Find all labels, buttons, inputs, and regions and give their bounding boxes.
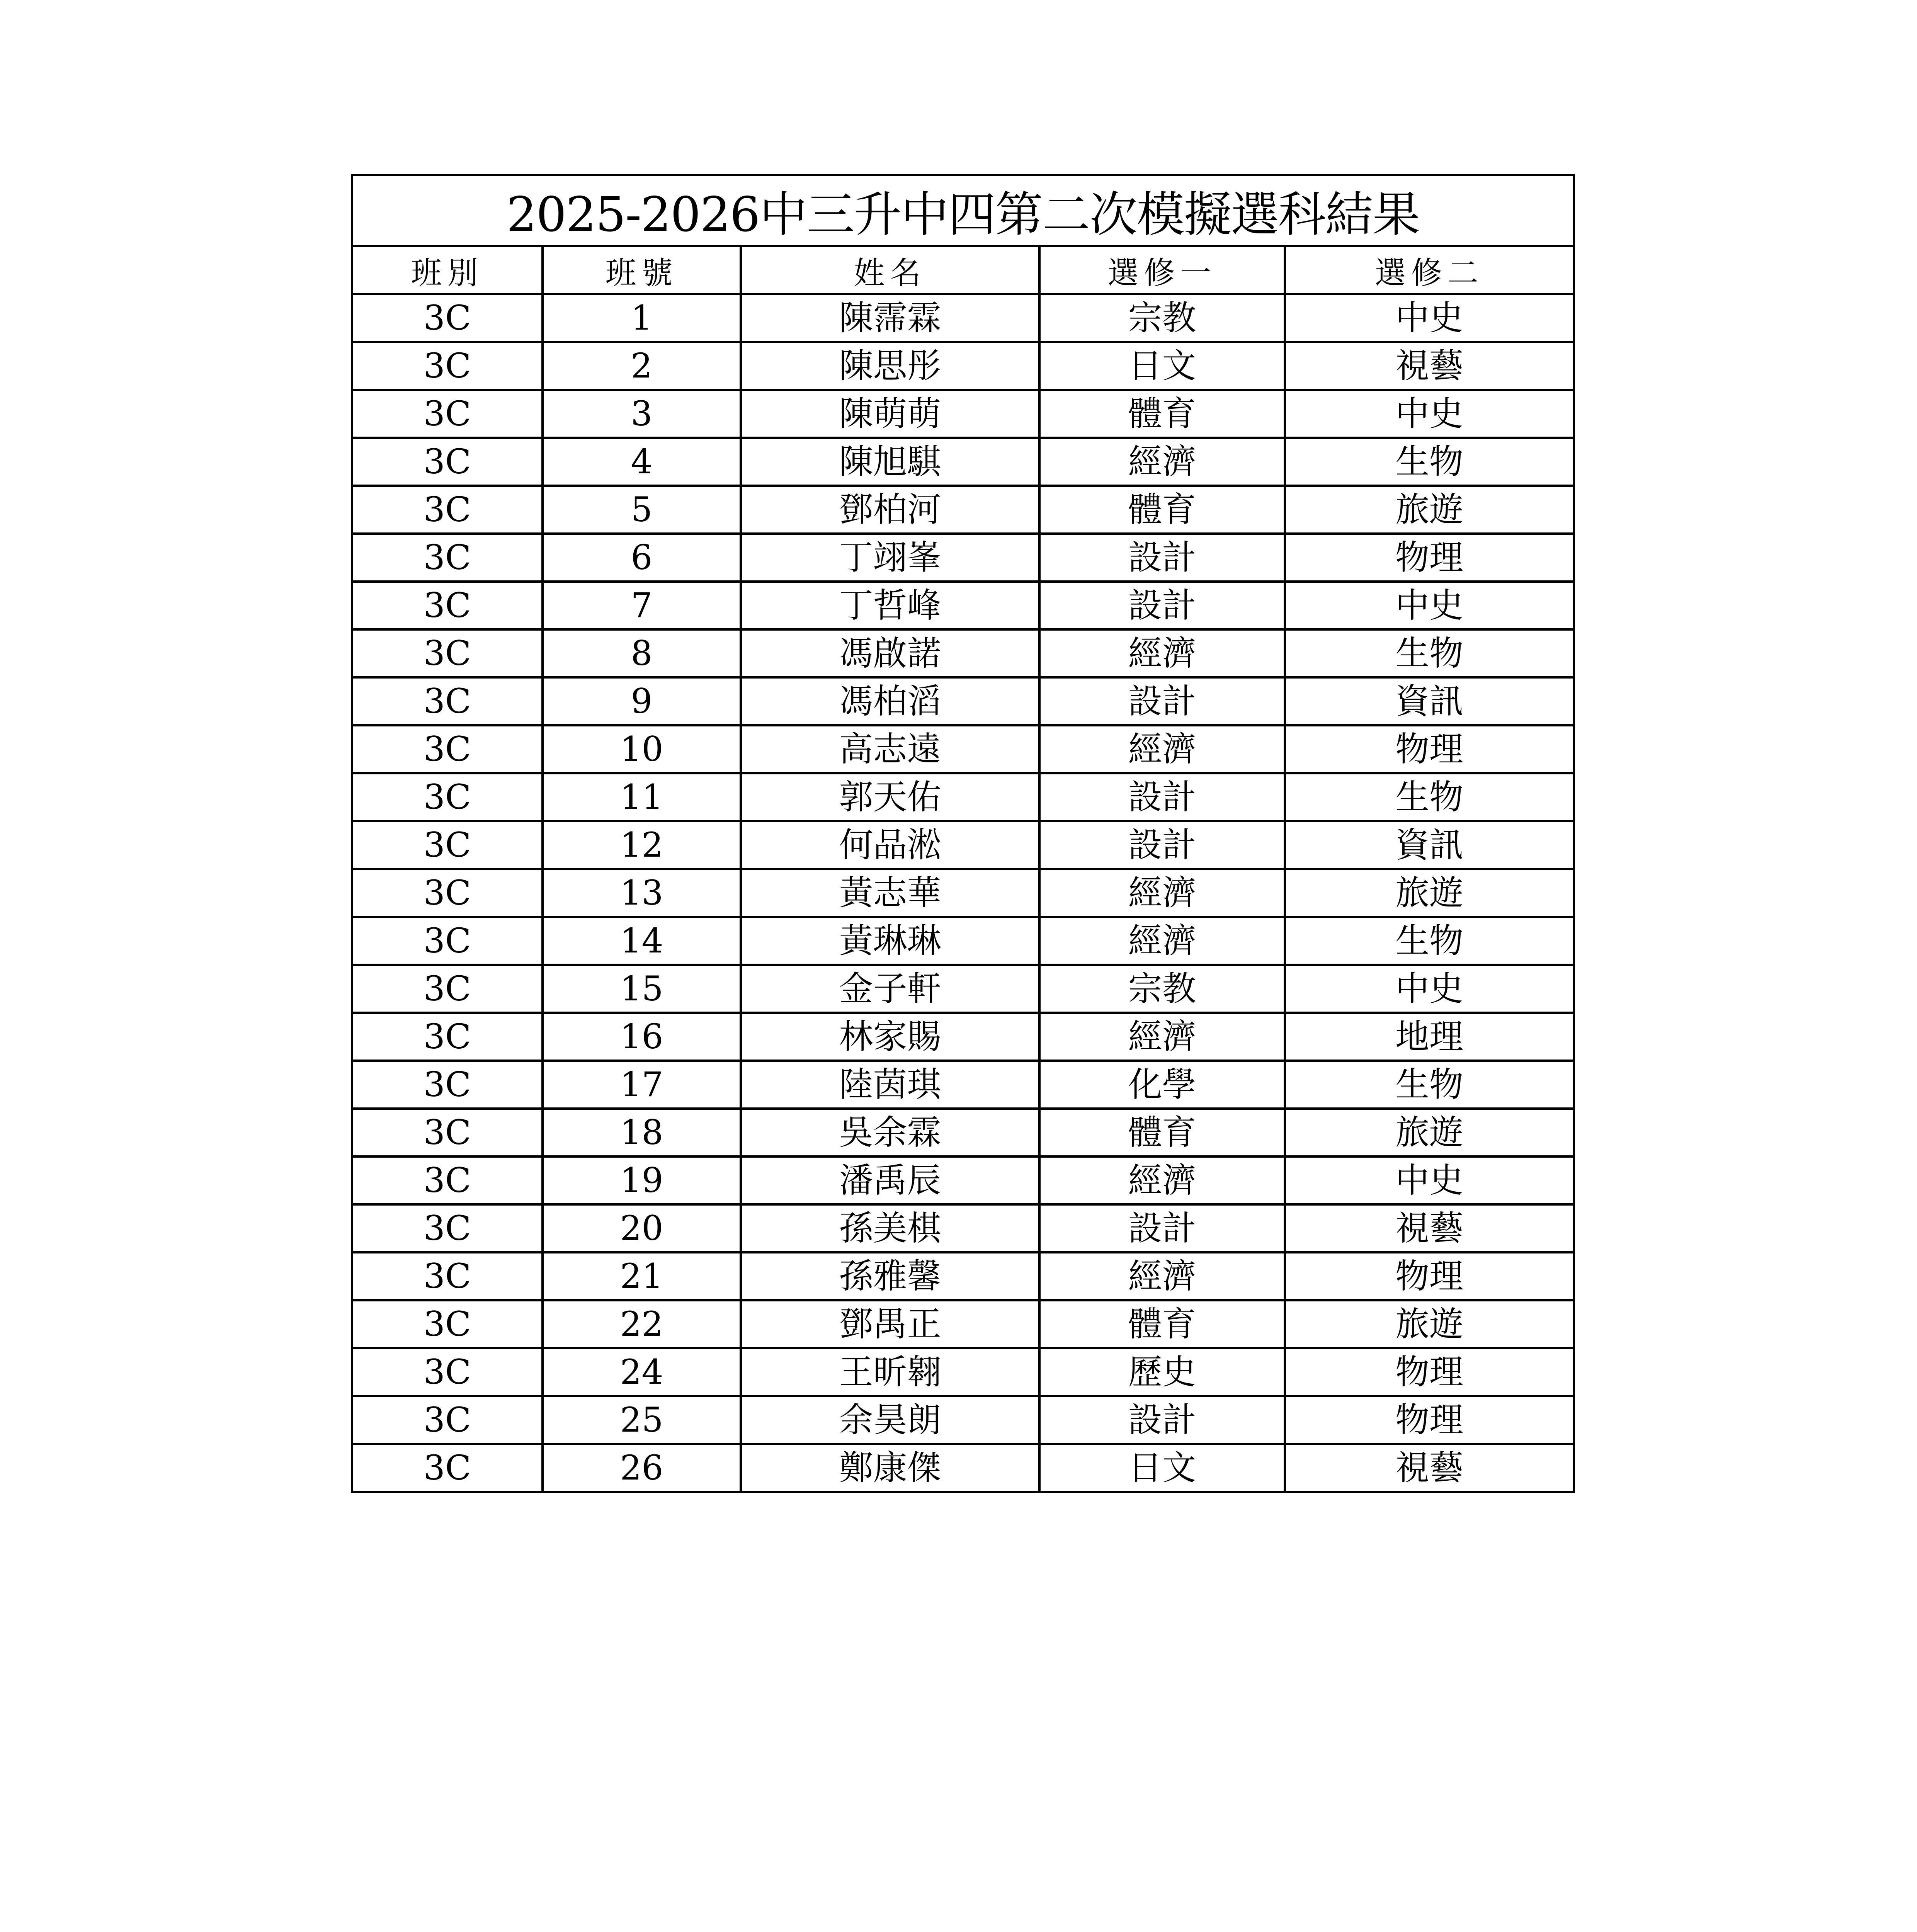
cell-name: 鄧禺正 xyxy=(741,1300,1039,1348)
table-row xyxy=(352,1444,1574,1492)
cell-elective-2: 視藝 xyxy=(1285,342,1574,390)
cell-elective-1: 經濟 xyxy=(1039,869,1285,917)
cell-class: 3C xyxy=(352,1444,543,1492)
cell-elective-2: 中史 xyxy=(1285,1156,1574,1204)
cell-class-number: 4 xyxy=(543,438,741,486)
cell-class: 3C xyxy=(352,1061,543,1109)
cell-class-number: 2 xyxy=(543,342,741,390)
cell-elective-2: 生物 xyxy=(1285,629,1574,677)
cell-class: 3C xyxy=(352,869,543,917)
cell-class-number: 12 xyxy=(543,821,741,869)
header-row xyxy=(352,246,1574,294)
table-row xyxy=(352,821,1574,869)
table-row xyxy=(352,534,1574,582)
cell-class-number: 19 xyxy=(543,1156,741,1204)
cell-class-number: 24 xyxy=(543,1348,741,1396)
cell-name: 王昕翱 xyxy=(741,1348,1039,1396)
cell-class-number: 10 xyxy=(543,725,741,773)
cell-class: 3C xyxy=(352,582,543,629)
cell-elective-2: 生物 xyxy=(1285,1061,1574,1109)
cell-class: 3C xyxy=(352,1013,543,1061)
cell-name: 陳思彤 xyxy=(741,342,1039,390)
title-row xyxy=(352,175,1574,246)
cell-name: 黃琳琳 xyxy=(741,917,1039,965)
table-row xyxy=(352,582,1574,629)
header-class-number: 班號 xyxy=(543,246,741,294)
cell-elective-1: 設計 xyxy=(1039,534,1285,582)
header-elective-2: 選修二 xyxy=(1285,246,1574,294)
cell-name: 黃志華 xyxy=(741,869,1039,917)
cell-class: 3C xyxy=(352,294,543,342)
cell-elective-1: 設計 xyxy=(1039,582,1285,629)
table-row xyxy=(352,677,1574,725)
cell-elective-1: 經濟 xyxy=(1039,629,1285,677)
table-row xyxy=(352,917,1574,965)
cell-elective-1: 日文 xyxy=(1039,1444,1285,1492)
cell-class: 3C xyxy=(352,1109,543,1156)
cell-elective-2: 生物 xyxy=(1285,773,1574,821)
table-row xyxy=(352,390,1574,438)
cell-class-number: 25 xyxy=(543,1396,741,1444)
cell-name: 陳萌萌 xyxy=(741,390,1039,438)
cell-class: 3C xyxy=(352,773,543,821)
cell-elective-1: 體育 xyxy=(1039,390,1285,438)
table-row xyxy=(352,869,1574,917)
table-row xyxy=(352,1109,1574,1156)
cell-class: 3C xyxy=(352,629,543,677)
cell-class-number: 14 xyxy=(543,917,741,965)
table-row xyxy=(352,1204,1574,1252)
cell-elective-1: 經濟 xyxy=(1039,1252,1285,1300)
cell-elective-2: 資訊 xyxy=(1285,821,1574,869)
cell-class-number: 22 xyxy=(543,1300,741,1348)
cell-class-number: 11 xyxy=(543,773,741,821)
cell-name: 鄭康傑 xyxy=(741,1444,1039,1492)
cell-elective-2: 資訊 xyxy=(1285,677,1574,725)
cell-elective-1: 體育 xyxy=(1039,1109,1285,1156)
cell-elective-2: 中史 xyxy=(1285,294,1574,342)
cell-name: 吳余霖 xyxy=(741,1109,1039,1156)
cell-class-number: 16 xyxy=(543,1013,741,1061)
cell-name: 陳霈霖 xyxy=(741,294,1039,342)
cell-name: 高志遠 xyxy=(741,725,1039,773)
cell-class: 3C xyxy=(352,1156,543,1204)
cell-class: 3C xyxy=(352,486,543,534)
cell-name: 馮柏滔 xyxy=(741,677,1039,725)
cell-elective-2: 物理 xyxy=(1285,1348,1574,1396)
cell-elective-1: 經濟 xyxy=(1039,725,1285,773)
cell-elective-2: 地理 xyxy=(1285,1013,1574,1061)
table-row xyxy=(352,342,1574,390)
cell-class-number: 7 xyxy=(543,582,741,629)
cell-class: 3C xyxy=(352,1204,543,1252)
cell-class: 3C xyxy=(352,725,543,773)
cell-elective-1: 宗教 xyxy=(1039,965,1285,1013)
cell-elective-1: 體育 xyxy=(1039,486,1285,534)
results-table xyxy=(351,174,1575,1493)
cell-elective-2: 中史 xyxy=(1285,965,1574,1013)
cell-name: 何品淞 xyxy=(741,821,1039,869)
header-name: 姓名 xyxy=(741,246,1039,294)
cell-class: 3C xyxy=(352,1300,543,1348)
cell-class: 3C xyxy=(352,677,543,725)
cell-name: 陳旭騏 xyxy=(741,438,1039,486)
cell-elective-1: 體育 xyxy=(1039,1300,1285,1348)
cell-class: 3C xyxy=(352,438,543,486)
cell-elective-1: 歷史 xyxy=(1039,1348,1285,1396)
table-row xyxy=(352,486,1574,534)
cell-elective-2: 物理 xyxy=(1285,534,1574,582)
cell-name: 林家賜 xyxy=(741,1013,1039,1061)
cell-class-number: 6 xyxy=(543,534,741,582)
cell-name: 丁哲峰 xyxy=(741,582,1039,629)
cell-elective-1: 經濟 xyxy=(1039,917,1285,965)
cell-elective-2: 旅遊 xyxy=(1285,486,1574,534)
cell-name: 馮啟諾 xyxy=(741,629,1039,677)
cell-name: 余昊朗 xyxy=(741,1396,1039,1444)
cell-name: 鄧柏河 xyxy=(741,486,1039,534)
cell-name: 孫雅馨 xyxy=(741,1252,1039,1300)
cell-elective-1: 日文 xyxy=(1039,342,1285,390)
table-row xyxy=(352,773,1574,821)
header-class: 班別 xyxy=(352,246,543,294)
cell-class-number: 26 xyxy=(543,1444,741,1492)
cell-class: 3C xyxy=(352,821,543,869)
cell-class: 3C xyxy=(352,534,543,582)
table-row xyxy=(352,1252,1574,1300)
cell-elective-2: 生物 xyxy=(1285,438,1574,486)
cell-class: 3C xyxy=(352,917,543,965)
cell-elective-2: 視藝 xyxy=(1285,1444,1574,1492)
cell-class-number: 17 xyxy=(543,1061,741,1109)
table-row xyxy=(352,1396,1574,1444)
cell-name: 陸茵琪 xyxy=(741,1061,1039,1109)
cell-elective-2: 視藝 xyxy=(1285,1204,1574,1252)
cell-class-number: 21 xyxy=(543,1252,741,1300)
cell-elective-1: 設計 xyxy=(1039,821,1285,869)
cell-class: 3C xyxy=(352,1348,543,1396)
table-row xyxy=(352,965,1574,1013)
cell-elective-2: 生物 xyxy=(1285,917,1574,965)
cell-elective-2: 旅遊 xyxy=(1285,869,1574,917)
header-elective-1: 選修一 xyxy=(1039,246,1285,294)
cell-elective-1: 經濟 xyxy=(1039,438,1285,486)
cell-class-number: 18 xyxy=(543,1109,741,1156)
cell-class-number: 13 xyxy=(543,869,741,917)
table-row xyxy=(352,1156,1574,1204)
document-title: 2025-2026中三升中四第二次模擬選科結果 xyxy=(352,175,1574,246)
table-row xyxy=(352,1061,1574,1109)
cell-class-number: 1 xyxy=(543,294,741,342)
cell-class-number: 5 xyxy=(543,486,741,534)
cell-class-number: 8 xyxy=(543,629,741,677)
table-row xyxy=(352,725,1574,773)
cell-name: 潘禹辰 xyxy=(741,1156,1039,1204)
cell-elective-1: 宗教 xyxy=(1039,294,1285,342)
cell-elective-2: 旅遊 xyxy=(1285,1109,1574,1156)
cell-elective-2: 中史 xyxy=(1285,582,1574,629)
cell-elective-1: 設計 xyxy=(1039,677,1285,725)
cell-elective-1: 設計 xyxy=(1039,1396,1285,1444)
table-row xyxy=(352,629,1574,677)
cell-class: 3C xyxy=(352,965,543,1013)
cell-elective-1: 經濟 xyxy=(1039,1013,1285,1061)
cell-elective-2: 旅遊 xyxy=(1285,1300,1574,1348)
cell-name: 丁翊峯 xyxy=(741,534,1039,582)
cell-class: 3C xyxy=(352,1396,543,1444)
cell-elective-1: 設計 xyxy=(1039,773,1285,821)
cell-name: 孫美棋 xyxy=(741,1204,1039,1252)
cell-elective-2: 中史 xyxy=(1285,390,1574,438)
cell-elective-2: 物理 xyxy=(1285,1252,1574,1300)
cell-name: 郭天佑 xyxy=(741,773,1039,821)
table-row xyxy=(352,1013,1574,1061)
cell-class-number: 9 xyxy=(543,677,741,725)
cell-class-number: 15 xyxy=(543,965,741,1013)
cell-elective-2: 物理 xyxy=(1285,725,1574,773)
cell-name: 金子軒 xyxy=(741,965,1039,1013)
cell-elective-2: 物理 xyxy=(1285,1396,1574,1444)
cell-class-number: 20 xyxy=(543,1204,741,1252)
cell-elective-1: 化學 xyxy=(1039,1061,1285,1109)
table-row xyxy=(352,294,1574,342)
cell-class-number: 3 xyxy=(543,390,741,438)
cell-elective-1: 設計 xyxy=(1039,1204,1285,1252)
table-row xyxy=(352,1300,1574,1348)
cell-class: 3C xyxy=(352,342,543,390)
cell-class: 3C xyxy=(352,390,543,438)
cell-elective-1: 經濟 xyxy=(1039,1156,1285,1204)
cell-class: 3C xyxy=(352,1252,543,1300)
table-row xyxy=(352,438,1574,486)
table-row xyxy=(352,1348,1574,1396)
